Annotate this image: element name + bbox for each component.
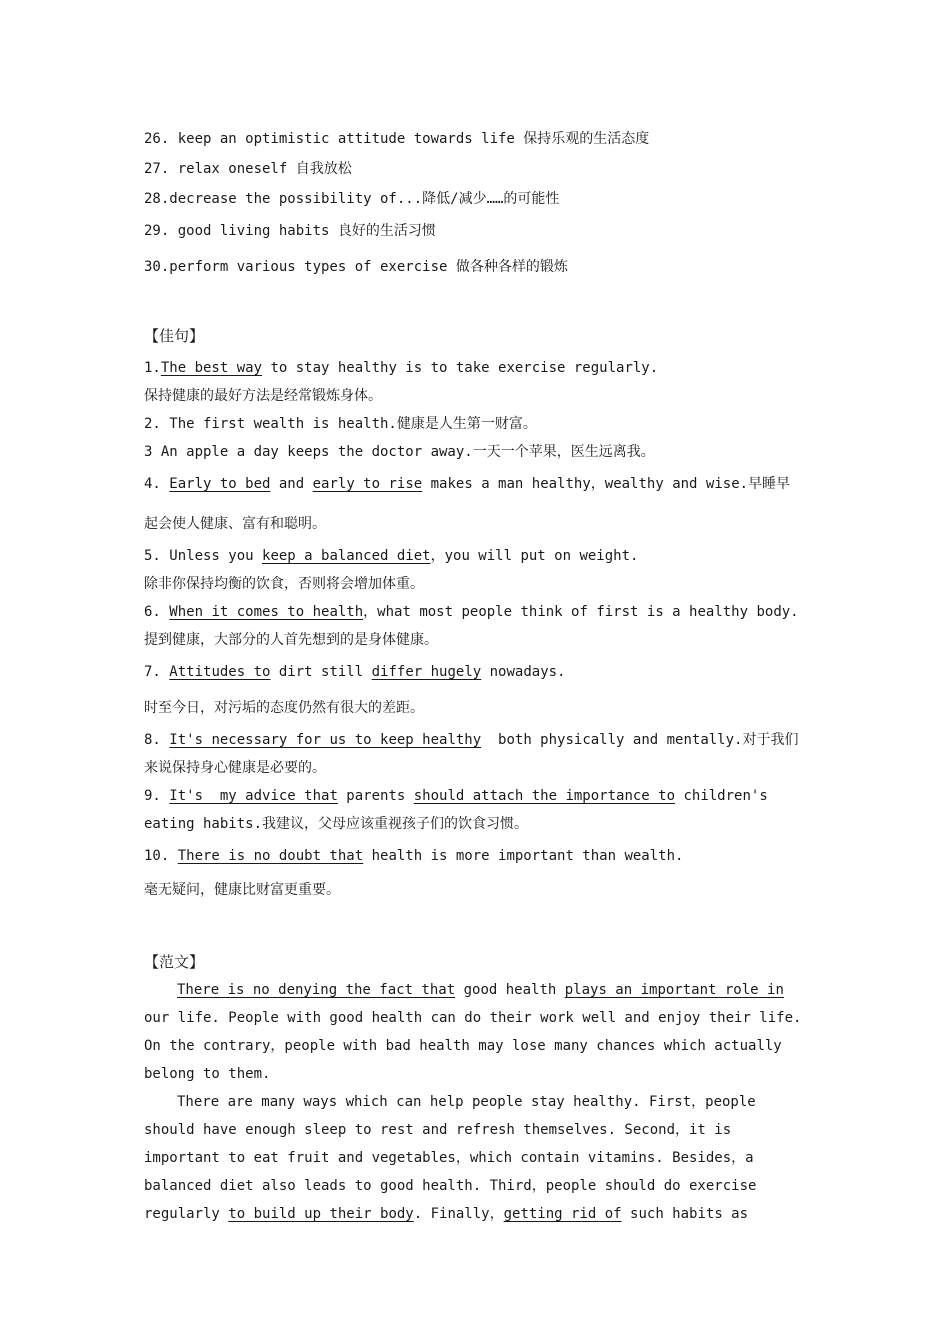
key-phrase: It's necessary for us to keep healthy (169, 732, 482, 748)
sentence-9-translation: eating habits.我建议，父母应该重视孩子们的饮食习惯。 (144, 816, 529, 832)
sentences-heading: 【佳句】 (144, 327, 205, 345)
model-essay (144, 976, 824, 1228)
sentence-4-translation: 起会使人健康、富有和聪明。 (144, 516, 326, 532)
essay-line: our life. People with good health can do their work well and enjoy their life. (144, 1010, 802, 1026)
sentence-9: 9. It's my advice that parents should attach the importance to children's (144, 788, 768, 804)
essay-line: belong to them. (144, 1066, 271, 1082)
phrase-item: 29. good living habits 良好的生活习惯 (144, 223, 436, 239)
key-phrase: It's my advice that (169, 788, 338, 804)
sentence-5-translation: 除非你保持均衡的饮食，否则将会增加体重。 (144, 576, 424, 592)
sentence-8-translation: 来说保持身心健康是必要的。 (144, 760, 326, 776)
sentence-1-translation: 保持健康的最好方法是经常锻炼身体。 (144, 388, 382, 404)
sentence-7-translation: 时至今日，对污垢的态度仍然有很大的差距。 (144, 700, 424, 716)
essay-line: On the contrary，people with bad health may lose many chances which actually (144, 1038, 782, 1054)
essay-line: There is no denying the fact that good health plays an important role in (177, 982, 784, 998)
phrase-item: 30.perform various types of exercise 做各种各样的锻炼 (144, 259, 568, 275)
essay-line: should have enough sleep to rest and refresh themselves. Second，it is (144, 1122, 732, 1138)
key-phrase: The best way (160, 360, 263, 376)
key-phrase: should attach the importance to (413, 788, 676, 804)
key-phrase: There is no doubt that (177, 848, 364, 864)
key-phrase: differ hugely (371, 664, 482, 680)
phrase-item: 27. relax oneself 自我放松 (144, 161, 352, 177)
sentence-6: 6. When it comes to health，what most people think of first is a healthy body. (144, 604, 799, 620)
phrase-item: 26. keep an optimistic attitude towards life 保持乐观的生活态度 (144, 131, 650, 147)
key-phrase: keep a balanced diet (262, 548, 431, 564)
key-phrase: Attitudes to (169, 664, 271, 680)
sentence-7: 7. Attitudes to dirt still differ hugely nowadays. (144, 664, 566, 680)
key-phrase: When it comes to health (169, 604, 364, 620)
essay-line: regularly to build up their body. Finally，getting rid of such habits as (144, 1206, 749, 1222)
essay-line: important to eat fruit and vegetables，which contain vitamins. Besides，a (144, 1150, 754, 1166)
essay-line: There are many ways which can help people stay healthy. First，people (177, 1094, 756, 1110)
key-phrase: Early to bed (169, 476, 271, 492)
essay-line: balanced diet also leads to good health. Third，people should do exercise (144, 1178, 757, 1194)
sentence-10: 10. There is no doubt that health is more important than wealth. (144, 848, 684, 864)
document-page (144, 124, 824, 1228)
sentence-1: 1.The best way to stay healthy is to take exercise regularly. (144, 360, 659, 376)
phrase-list (144, 124, 824, 282)
sentence-3: 3 An apple a day keeps the doctor away.一天一个苹果，医生远离我。 (144, 444, 655, 460)
sentence-6-translation: 提到健康，大部分的人首先想到的是身体健康。 (144, 632, 438, 648)
key-phrase: There is no denying the fact that (177, 982, 456, 998)
sentence-4: 4. Early to bed and early to rise makes a man healthy，wealthy and wise.早睡早 (144, 476, 791, 492)
key-phrase: getting rid of (503, 1206, 622, 1222)
phrase-item: 28.decrease the possibility of...降低/减少……的可能性 (144, 191, 560, 207)
sentence-list (144, 354, 824, 904)
key-phrase: early to rise (312, 476, 423, 492)
essay-heading: 【范文】 (144, 953, 205, 971)
sentence-5: 5. Unless you keep a balanced diet，you will put on weight. (144, 548, 639, 564)
key-phrase: plays an important role in (564, 982, 784, 998)
key-phrase: to build up their body (228, 1206, 414, 1222)
sentence-10-translation: 毫无疑问，健康比财富更重要。 (144, 882, 340, 898)
sentence-2: 2. The first wealth is health.健康是人生第一财富。 (144, 416, 537, 432)
sentence-8: 8. It's necessary for us to keep healthy both physically and mentally.对于我们 (144, 732, 799, 748)
